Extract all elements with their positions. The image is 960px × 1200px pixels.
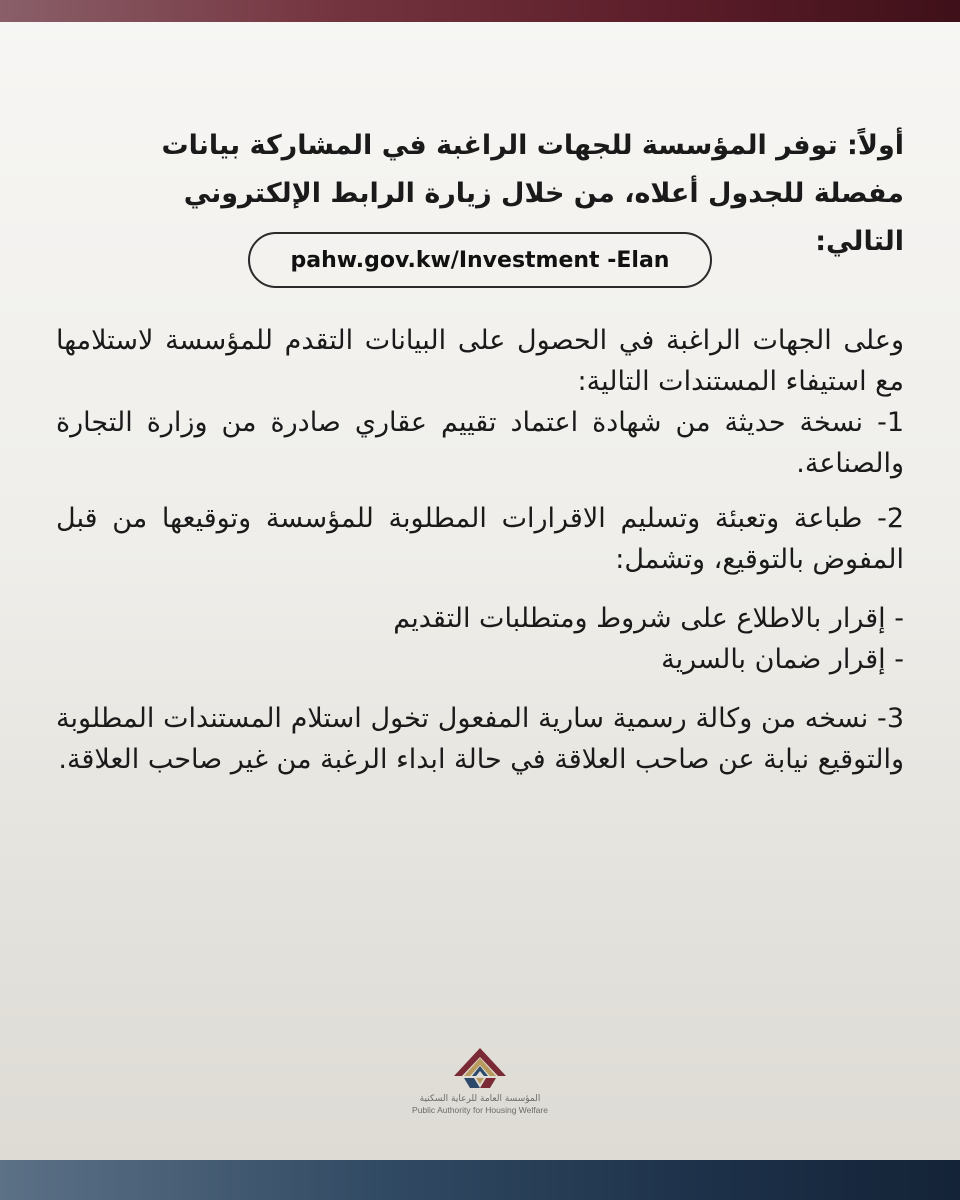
requirements-body	[56, 320, 904, 780]
requirement-item-1: 1- نسخة حديثة من شهادة اعتماد تقييم عقاري صادرة من وزارة التجارة والصناعة.	[56, 407, 904, 479]
website-link-box[interactable]	[248, 232, 712, 288]
website-link-text[interactable]: pahw.gov.kw/Investment -Elan	[290, 247, 670, 273]
requirements-lead: وعلى الجهات الراغبة في الحصول على البيانات التقدم للمؤسسة لاستلامها مع استيفاء المستندات التالية:	[56, 325, 904, 397]
logo-arabic-name: المؤسسة العامة للرعاية السكنية	[419, 1094, 541, 1104]
housing-authority-logo-icon	[450, 1046, 510, 1090]
top-accent-bar	[0, 0, 960, 22]
requirement-bullet-2: - إقرار ضمان بالسرية	[661, 644, 904, 675]
requirement-item-3: 3- نسخه من وكالة رسمية سارية المفعول تخول استلام المستندات المطلوبة والتوقيع نيابة عن صاحب العلاقة في حالة ابداء الرغبة من غير صاحب العلاقة.	[56, 703, 904, 775]
authority-logo	[392, 1046, 568, 1126]
logo-english-name: Public Authority for Housing Welfare	[412, 1105, 548, 1115]
requirement-bullet-1: - إقرار بالاطلاع على شروط ومتطلبات التقديم	[393, 603, 904, 634]
requirement-item-2: 2- طباعة وتعبئة وتسليم الاقرارات المطلوبة للمؤسسة وتوقيعها من قبل المفوض بالتوقيع، وتشمل:	[56, 503, 904, 575]
intro-heading: أولاً: توفر المؤسسة للجهات الراغبة في المشاركة بيانات مفصلة للجدول أعلاه، من خلال زيارة الرابط الإلكتروني التالي:	[161, 130, 904, 257]
bottom-accent-bar	[0, 1160, 960, 1200]
